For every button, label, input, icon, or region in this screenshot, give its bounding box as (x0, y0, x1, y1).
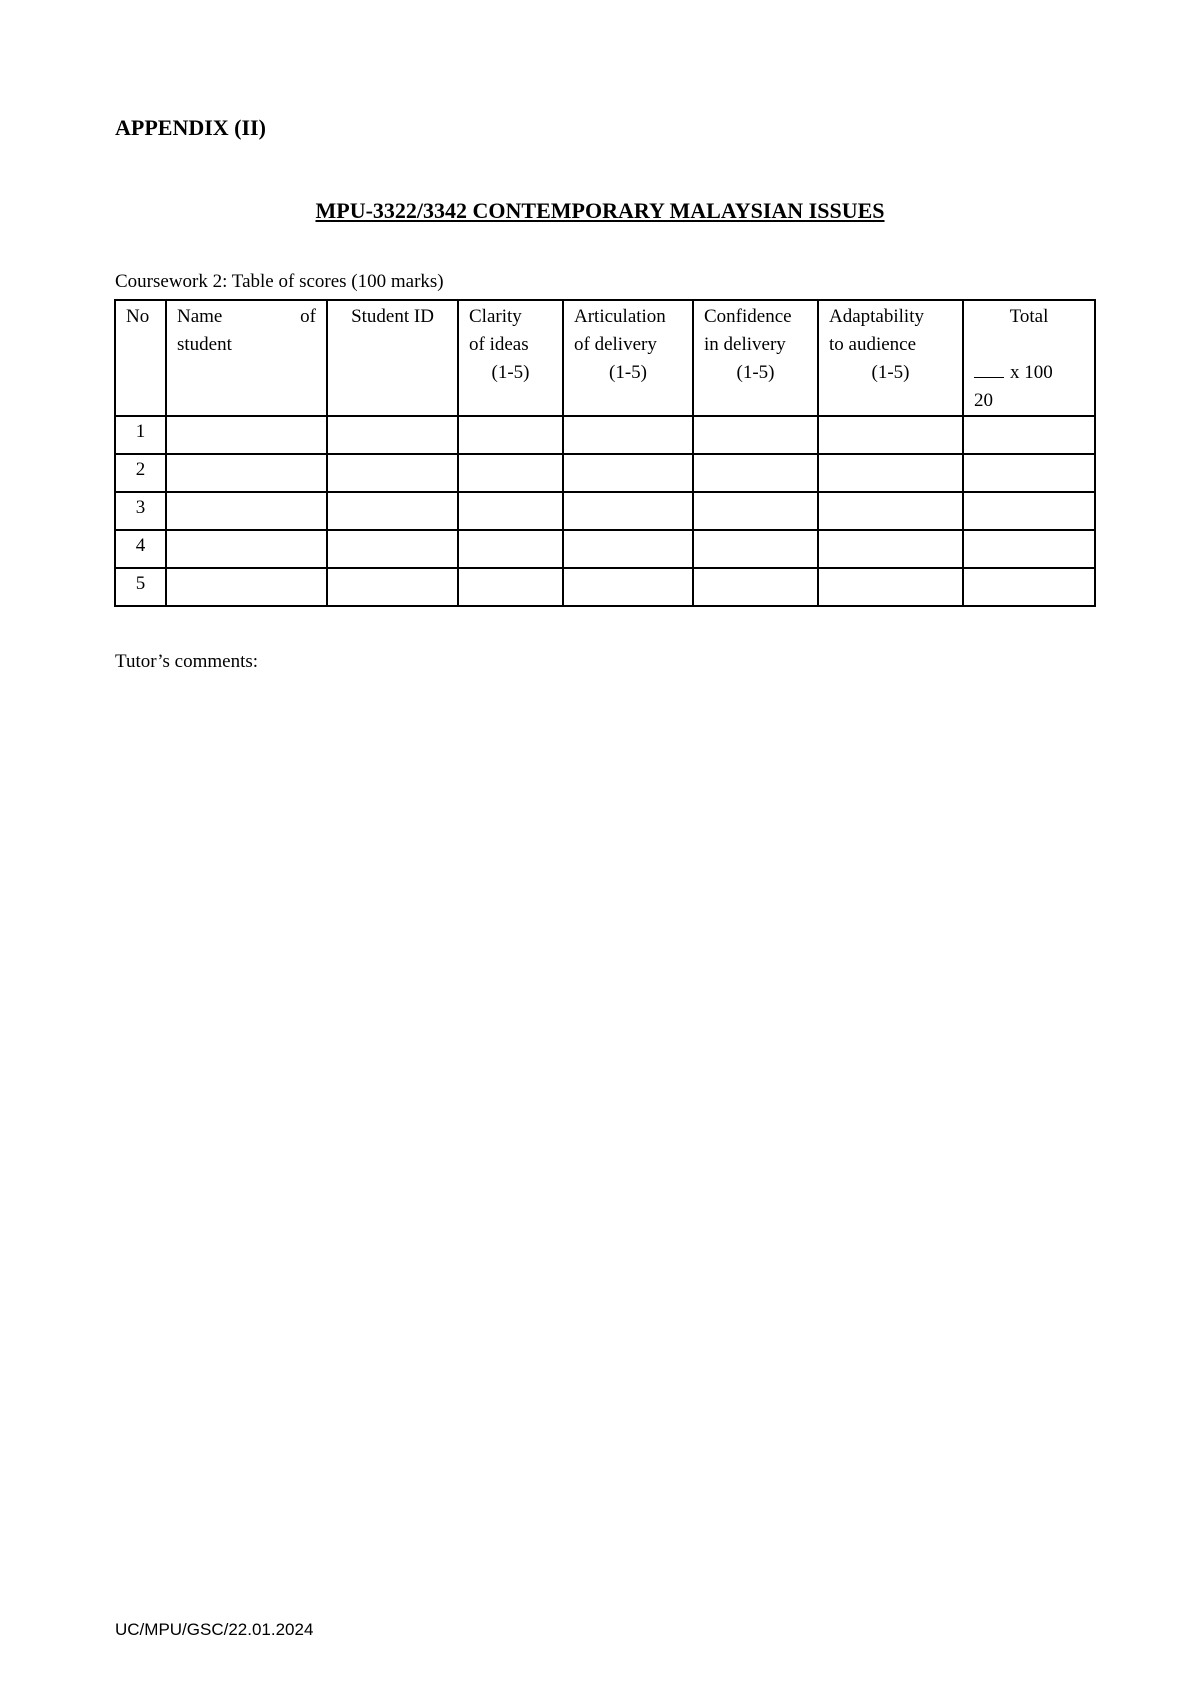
row-number: 3 (115, 492, 166, 530)
header-adaptability-line2: to audience (829, 334, 917, 355)
confidence-cell[interactable] (693, 530, 818, 568)
row-number: 2 (115, 454, 166, 492)
articulation-cell[interactable] (563, 416, 693, 454)
total-cell[interactable] (963, 492, 1095, 530)
confidence-cell[interactable] (693, 454, 818, 492)
header-articulation-line1: Articulation (574, 306, 666, 327)
total-formula (963, 359, 1095, 416)
header-total-label: Total (1009, 306, 1049, 327)
confidence-cell[interactable] (693, 416, 818, 454)
header-articulation (563, 300, 693, 359)
total-cell[interactable] (963, 416, 1095, 454)
adaptability-cell[interactable] (818, 454, 963, 492)
student-id-cell[interactable] (327, 492, 458, 530)
header-confidence (693, 300, 818, 359)
score-table (114, 299, 1096, 607)
student-id-cell[interactable] (327, 530, 458, 568)
articulation-cell[interactable] (563, 492, 693, 530)
total-cell[interactable] (963, 568, 1095, 606)
clarity-cell[interactable] (458, 454, 563, 492)
student-id-cell[interactable] (327, 416, 458, 454)
header-clarity (458, 300, 563, 359)
table-row (115, 568, 1095, 606)
clarity-cell[interactable] (458, 530, 563, 568)
name-cell[interactable] (166, 530, 327, 568)
footer-document-code: UC/MPU/GSC/22.01.2024 (115, 1620, 314, 1639)
scale-confidence: (1-5) (693, 359, 818, 416)
student-id-cell[interactable] (327, 454, 458, 492)
name-cell[interactable] (166, 568, 327, 606)
header-confidence-line2: in delivery (704, 334, 786, 355)
articulation-cell[interactable] (563, 568, 693, 606)
scale-clarity: (1-5) (458, 359, 563, 416)
header-name-word2: of (300, 306, 316, 327)
adaptability-cell[interactable] (818, 568, 963, 606)
scale-articulation: (1-5) (563, 359, 693, 416)
adaptability-cell[interactable] (818, 530, 963, 568)
tutor-comments-label: Tutor’s comments: (115, 651, 259, 672)
confidence-cell[interactable] (693, 492, 818, 530)
row-number: 5 (115, 568, 166, 606)
header-adaptability (818, 300, 963, 359)
document-title: MPU-3322/3342 CONTEMPORARY MALAYSIAN ISSUES (315, 198, 885, 223)
total-cell[interactable] (963, 454, 1095, 492)
name-cell[interactable] (166, 492, 327, 530)
clarity-cell[interactable] (458, 492, 563, 530)
table-row (115, 530, 1095, 568)
appendix-heading: APPENDIX (II) (115, 115, 266, 140)
total-formula-blank (974, 363, 1004, 378)
row-number: 1 (115, 416, 166, 454)
clarity-cell[interactable] (458, 568, 563, 606)
header-adaptability-line1: Adaptability (829, 306, 924, 327)
header-row-labels (115, 300, 1095, 359)
total-cell[interactable] (963, 530, 1095, 568)
student-id-cell[interactable] (327, 568, 458, 606)
header-name-line2: student (177, 334, 232, 355)
header-total (963, 300, 1095, 359)
table-caption: Coursework 2: Table of scores (100 marks) (115, 271, 444, 292)
header-student-id-label: Student ID (351, 306, 434, 327)
header-articulation-line2: of delivery (574, 334, 657, 355)
header-no (115, 300, 166, 416)
adaptability-cell[interactable] (818, 492, 963, 530)
scale-adaptability: (1-5) (818, 359, 963, 416)
table-row (115, 492, 1095, 530)
table-row (115, 454, 1095, 492)
clarity-cell[interactable] (458, 416, 563, 454)
header-no-label: No (126, 306, 150, 327)
name-cell[interactable] (166, 454, 327, 492)
header-clarity-line2: of ideas (469, 334, 529, 355)
header-clarity-line1: Clarity (469, 306, 522, 327)
confidence-cell[interactable] (693, 568, 818, 606)
adaptability-cell[interactable] (818, 416, 963, 454)
header-name-word1: Name (177, 306, 223, 327)
row-number: 4 (115, 530, 166, 568)
total-formula-multiplier: x 100 (1010, 362, 1053, 383)
articulation-cell[interactable] (563, 530, 693, 568)
table-row (115, 416, 1095, 454)
header-confidence-line1: Confidence (704, 306, 792, 327)
total-formula-divisor: 20 (974, 390, 993, 411)
name-cell[interactable] (166, 416, 327, 454)
header-student-id (327, 300, 458, 416)
articulation-cell[interactable] (563, 454, 693, 492)
header-name (166, 300, 327, 416)
